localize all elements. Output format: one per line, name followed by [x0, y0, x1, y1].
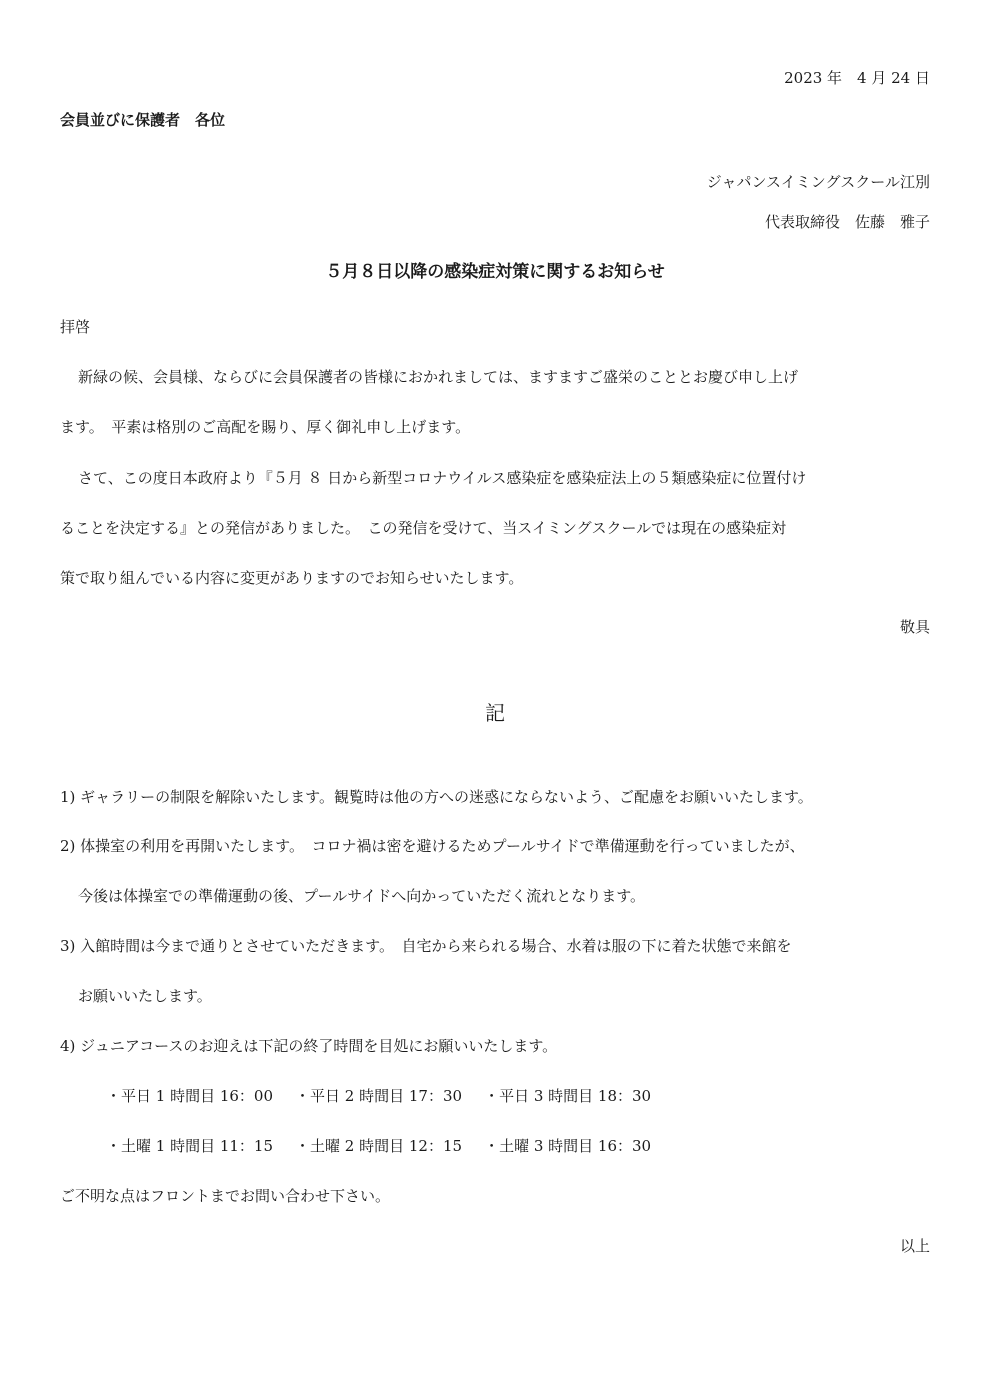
saturday-period-1: ・土曜 1 時間目 11：15 — [106, 1137, 274, 1155]
weekday-period-2: ・平日 2 時間目 17：30 — [295, 1087, 463, 1105]
document-title: ５月８日以降の感染症対策に関するお知らせ — [325, 262, 665, 282]
item-3-continuation: お願いいたします。 — [78, 987, 212, 1005]
item-3: 3) 入館時間は今まで通りとさせていただきます。 自宅から来られる場合、水着は服の下に着た状態で来館を — [60, 937, 792, 955]
body-line-4: ることを決定する』との発信がありました。 この発信を受けて、当スイミングスクールでは現在の感染症対 — [60, 519, 787, 537]
body-line-2: ます。 平素は格別のご高配を賜り、厚く御礼申し上げます。 — [60, 418, 471, 436]
ki-heading: 記 — [485, 701, 505, 725]
end-mark: 以上 — [899, 1237, 930, 1255]
saturday-period-3: ・土曜 3 時間目 16：30 — [484, 1137, 652, 1155]
sender-organization: ジャパンスイミングスクール江別 — [706, 173, 930, 191]
document-date: 2023 年 4 月 24 日 — [784, 69, 930, 87]
item-1: 1) ギャラリーの制限を解除いたします。観覧時は他の方への迷惑にならないよう、ご配慮をお願いいたします。 — [60, 788, 813, 806]
body-line-5: 策で取り組んでいる内容に変更がありますのでお知らせいたします。 — [60, 569, 524, 587]
body-line-3: さて、この度日本政府より『５月 ８ 日から新型コロナウイルス感染症を感染症法上の５類感染症に位置付け — [78, 469, 807, 487]
addressee: 会員並びに保護者 各位 — [60, 111, 226, 129]
item-4: 4) ジュニアコースのお迎えは下記の終了時間を目処にお願いいたします。 — [60, 1037, 558, 1055]
closing-word: 敬具 — [899, 618, 930, 636]
weekday-period-3: ・平日 3 時間目 18：30 — [484, 1087, 652, 1105]
opening-greeting: 拝啓 — [60, 318, 91, 336]
weekday-period-1: ・平日 1 時間目 16：00 — [106, 1087, 274, 1105]
inquiry-note: ご不明な点はフロントまでお問い合わせ下さい。 — [60, 1187, 391, 1205]
weekday-schedule — [106, 1086, 651, 1106]
sender-representative: 代表取締役 佐藤 雅子 — [764, 213, 930, 231]
item-2: 2) 体操室の利用を再開いたします。 コロナ禍は密を避けるためプールサイドで準備運動を行っていましたが、 — [60, 837, 805, 855]
saturday-schedule — [106, 1136, 651, 1156]
saturday-period-2: ・土曜 2 時間目 12：15 — [295, 1137, 463, 1155]
item-2-continuation: 今後は体操室での準備運動の後、プールサイドへ向かっていただく流れとなります。 — [78, 887, 646, 905]
body-line-1: 新緑の候、会員様、ならびに会員保護者の皆様におかれましては、ますますご盛栄のこととお慶び申し上げ — [78, 368, 799, 386]
